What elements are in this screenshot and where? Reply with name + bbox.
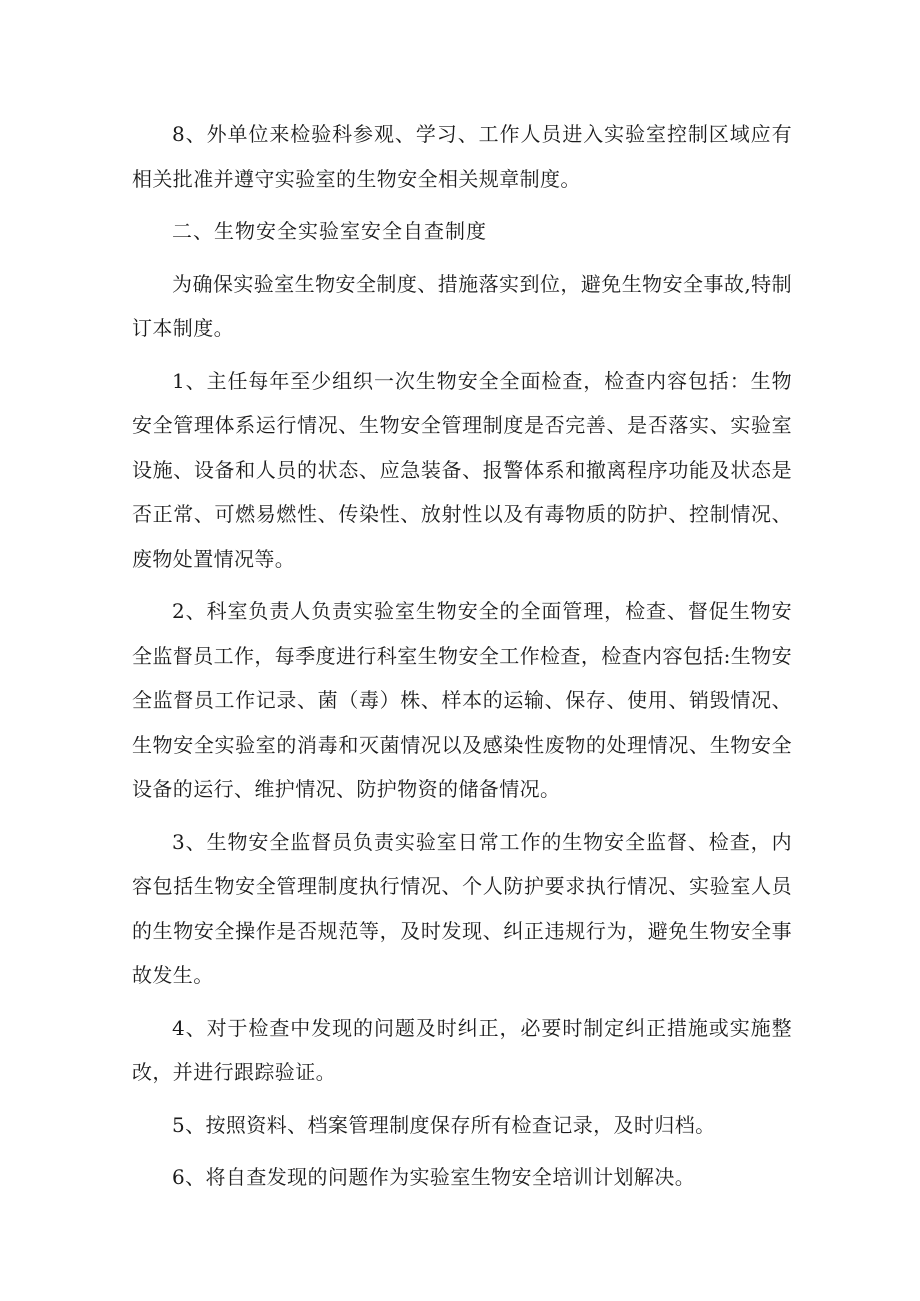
paragraph-intro: 为确保实验室生物安全制度、措施落实到位，避免生物安全事故,特制订本制度。	[132, 271, 792, 340]
paragraph-item-8: 8、外单位来检验科参观、学习、工作人员进入实验室控制区域应有相关批准并遵守实验室的生物安全相关规章制度。	[132, 122, 792, 191]
paragraph-item-4: 4、对于检查中发现的问题及时纠正，必要时制定纠正措施或实施整改，并进行跟踪验证。	[132, 1015, 792, 1084]
paragraph-item-1: 1、主任每年至少组织一次生物安全全面检查，检查内容包括：生物安全管理体系运行情况、生物安全管理制度是否完善、是否落实、实验室设施、设备和人员的状态、应急装备、报警体系和撤离程序功能及状态是否正常、可燃易燃性、传染性、放射性以及有毒物质的防护、控制情况、废物处置情况等。	[132, 368, 792, 571]
paragraph-item-5: 5、按照资料、档案管理制度保存所有检查记录，及时归档。	[172, 1112, 716, 1137]
document-body	[132, 112, 792, 1208]
paragraph-item-6: 6、将自查发现的问题作为实验室生物安全培训计划解决。	[172, 1165, 696, 1189]
paragraph-item-3: 3、生物安全监督员负责实验室日常工作的生物安全监督、检查，内容包括生物安全管理制度执行情况、个人防护要求执行情况、实验室人员的生物安全操作是否规范等，及时发现、纠正违规行为，避免生物安全事故发生。	[132, 829, 792, 987]
section-heading: 二、生物安全实验室安全自查制度	[172, 219, 487, 243]
paragraph-item-2: 2、科室负责人负责实验室生物安全的全面管理，检查、督促生物安全监督员工作，每季度进行科室生物安全工作检查，检查内容包括:生物安全监督员工作记录、菌（毒）株、样本的运输、保存、使用、销毁情况、生物安全实验室的消毒和灭菌情况以及感染性废物的处理情况、生物安全设备的运行、维护情况、防护物资的储备情况。	[132, 599, 792, 801]
